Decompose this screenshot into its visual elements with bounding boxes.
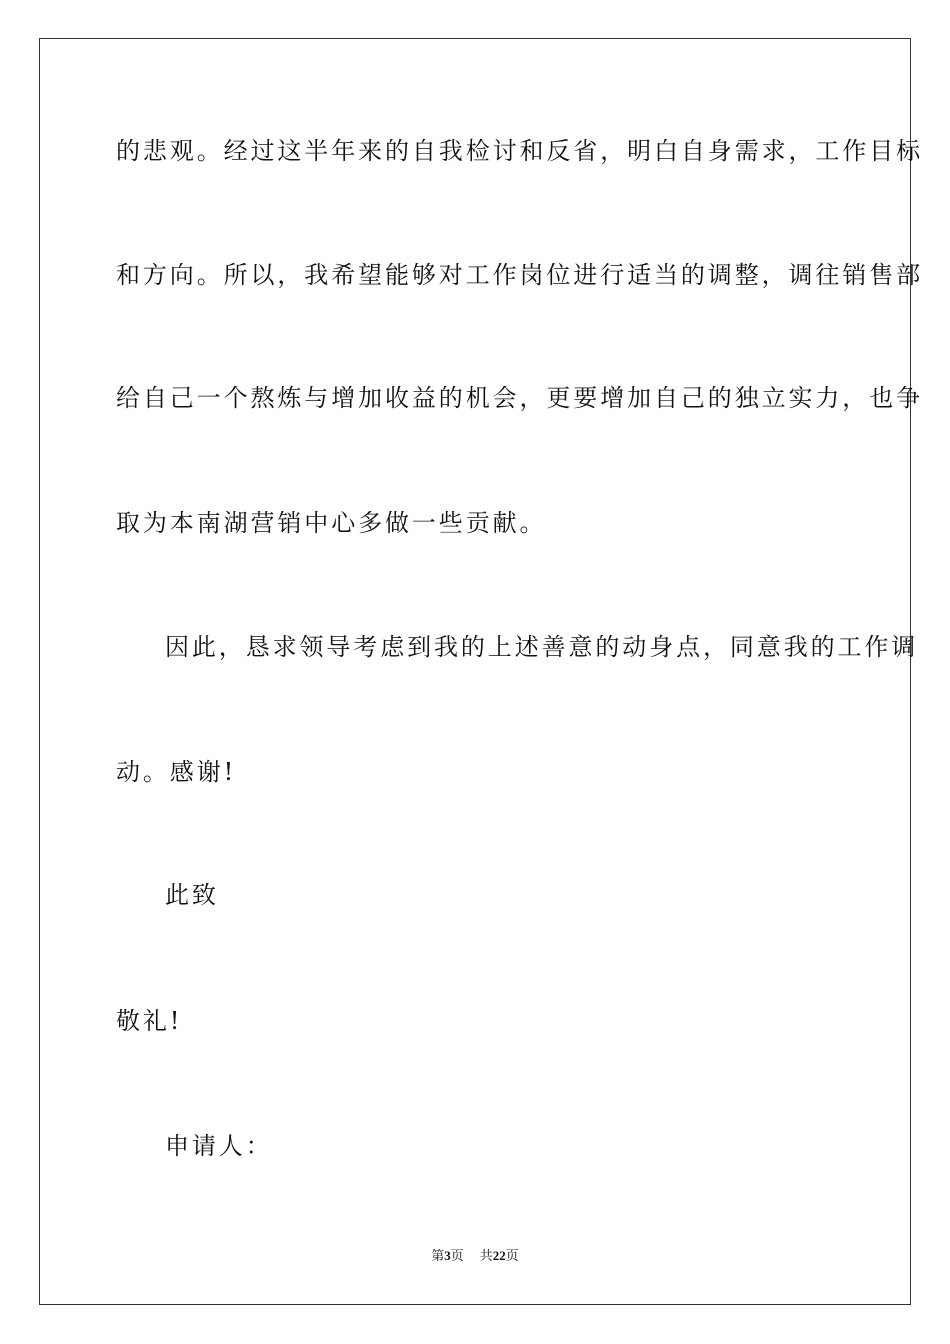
body-line-2: 和方向。所以，我希望能够对工作岗位进行适当的调整，调往销售部 (116, 261, 923, 289)
footer-page-total: 22 (492, 1248, 506, 1263)
footer-page-prefix: 第 (431, 1248, 445, 1263)
body-line-1: 的悲观。经过这半年来的自我检讨和反省，明白自身需求，工作目标 (116, 137, 923, 165)
body-line-6: 动。感谢! (116, 758, 237, 786)
body-line-3: 给自己一个熬炼与增加收益的机会，更要增加自己的独立实力，也争 (116, 384, 923, 412)
footer-total-suffix: 页 (505, 1248, 519, 1263)
footer-total-prefix: 共 (479, 1248, 493, 1263)
footer-page-current: 3 (444, 1248, 451, 1263)
footer-page-suffix: 页 (450, 1248, 464, 1263)
page-footer (0, 1247, 950, 1265)
page-border (39, 38, 923, 1305)
closing-regards: 敬礼! (116, 1007, 183, 1035)
applicant-label: 申请人： (165, 1132, 273, 1160)
body-line-4: 取为本南湖营销中心多做一些贡献。 (116, 509, 547, 537)
body-line-5: 因此，恳求领导考虑到我的上述善意的动身点，同意我的工作调 (165, 633, 919, 661)
closing-salutation: 此致 (165, 881, 219, 909)
